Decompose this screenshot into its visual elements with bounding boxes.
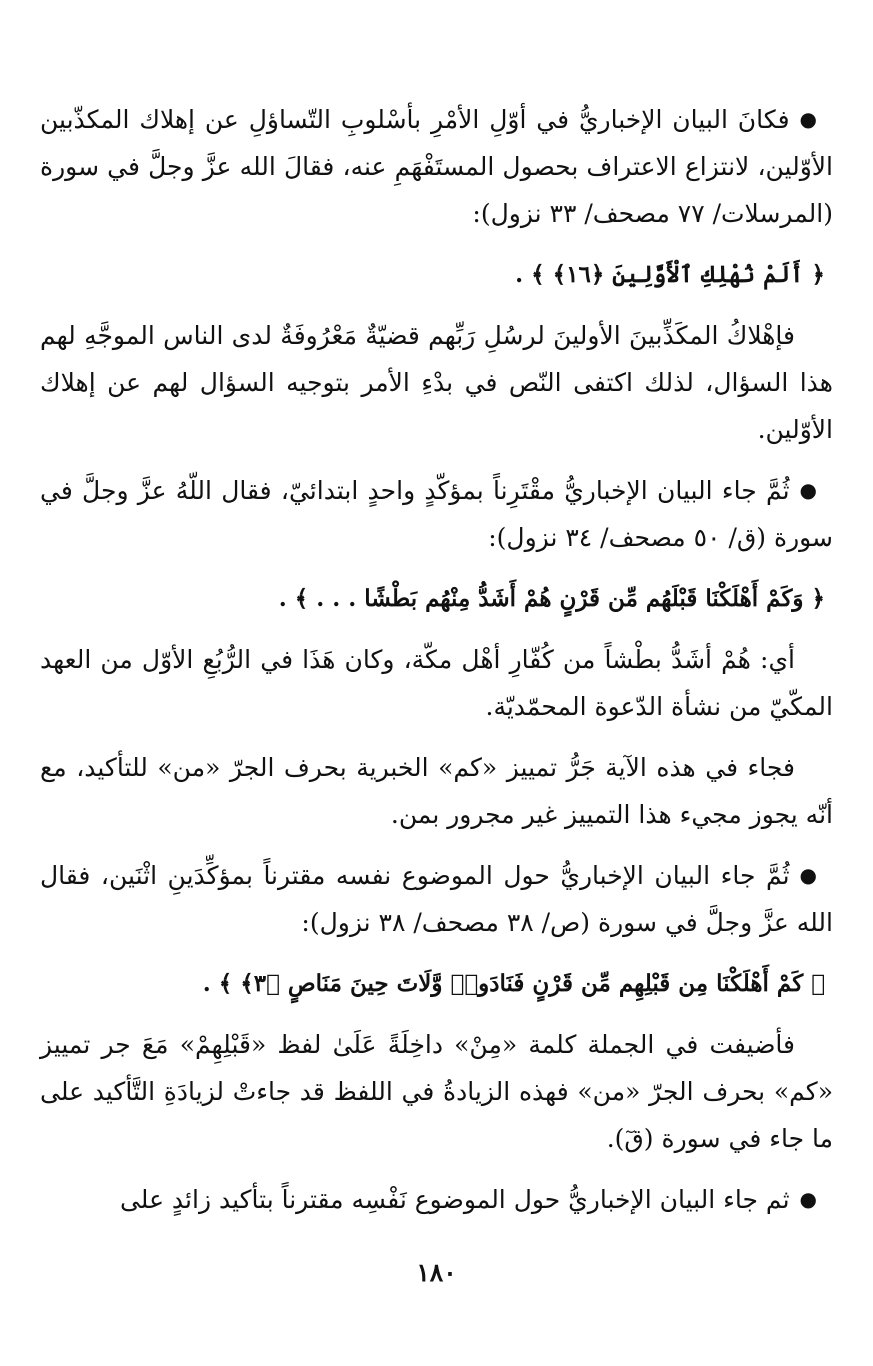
paragraph-8	[40, 1176, 833, 1223]
quran-verse-1: ﴿ أَلَمْ نُهْلِكِ ٱلْأَوَّلِينَ ﴿١٦﴾ ﴾ .	[515, 261, 825, 288]
bullet-icon: ●	[799, 478, 817, 502]
quran-verse-2: ﴿ وَكَمْ أَهْلَكْنَا قَبْلَهُم مِّن قَرْنٍ هُمْ أَشَدُّ مِنْهُم بَطْشًا . . . ﴾ .	[278, 585, 825, 612]
quran-verse-3: ﴿ كَمْ أَهْلَكْنَا مِن قَبْلِهِم مِّن قَرْنٍ فَنَادَوا۟ وَّلَاتَ حِينَ مَنَاصٍ ﴿٣﴾ ﴾ .	[202, 970, 825, 997]
paragraph-1	[40, 96, 833, 237]
paragraph-3	[40, 467, 833, 561]
bullet-icon: ●	[799, 1187, 817, 1211]
paragraph-6	[40, 852, 833, 946]
bullet-icon: ●	[799, 863, 817, 887]
bullet-icon: ●	[799, 107, 817, 131]
paragraph-text: ثم جاء البيان الإخباريُّ حول الموضوع نَفْسِه مقترناً بتأكيد زائدٍ على	[119, 1185, 790, 1214]
paragraph-text: فكانَ البيان الإخباريُّ في أوّلِ الأمْرِ بأسْلوبِ التّساؤلِ عن إهلاك المكذّبين الأوّلين، لانتزاع الاعتراف بحصول المستَفْهَمِ عنه، فقالَ الله عزَّ وجلَّ في سورة (المرسلات/ ٧٧ مصحف/ ٣٣ نزول):	[40, 105, 833, 228]
paragraph-text: ثُمَّ جاء البيان الإخباريُّ مقْتَرِناً بمؤكّدٍ واحدٍ ابتدائيّ، فقال اللّهُ عزَّ وجلَّ في سورة (ق/ ٥٠ مصحف/ ٣٤ نزول):	[40, 476, 833, 552]
paragraph-4: أي: هُمْ أشَدُّ بطْشاً من كُفّارِ أهْل مكّة، وكان هَذَا في الرُّبُعِ الأوّل من العهد المكّيّ من نشأة الدّعوة المحمّديّة.	[40, 645, 833, 721]
paragraph-2: فإهْلاكُ المكَذِّبينَ الأولينَ لرسُلِ رَبِّهم قضيّةٌ مَعْرُوفَةٌ لدى الناس الموجَّهِ لهم هذا السؤال، لذلك اكتفى النّص في بدْءِ الأمر بتوجيه السؤال لهم عن إهلاك الأوّلين.	[40, 321, 833, 444]
page-body	[40, 96, 833, 1237]
paragraph-text: ثُمَّ جاء البيان الإخباريُّ حول الموضوع نفسه مقترناً بمؤكِّدَينِ اثْنَين، فقال الله عزَّ وجلَّ في سورة (ص/ ٣٨ مصحف/ ٣٨ نزول):	[40, 861, 833, 937]
page-number: ١٨٠	[416, 1258, 457, 1287]
paragraph-7: فأضيفت في الجملة كلمة «مِنْ» داخِلَةً عَلَىٰ لفظ «قَبْلِهِمْ» مَعَ جر تمييز «كم» بحرف الجرّ «من» فهذه الزيادةُ في اللفظ قد جاءتْ لزيادَةِ التَّأكيد على ما جاء في سورة (قٓ).	[40, 1030, 833, 1153]
paragraph-5: فجاء في هذه الآية جَرُّ تمييز «كم» الخبرية بحرف الجرّ «من» للتأكيد، مع أنّه يجوز مجيء هذا التمييز غير مجرور بمن.	[40, 753, 833, 829]
